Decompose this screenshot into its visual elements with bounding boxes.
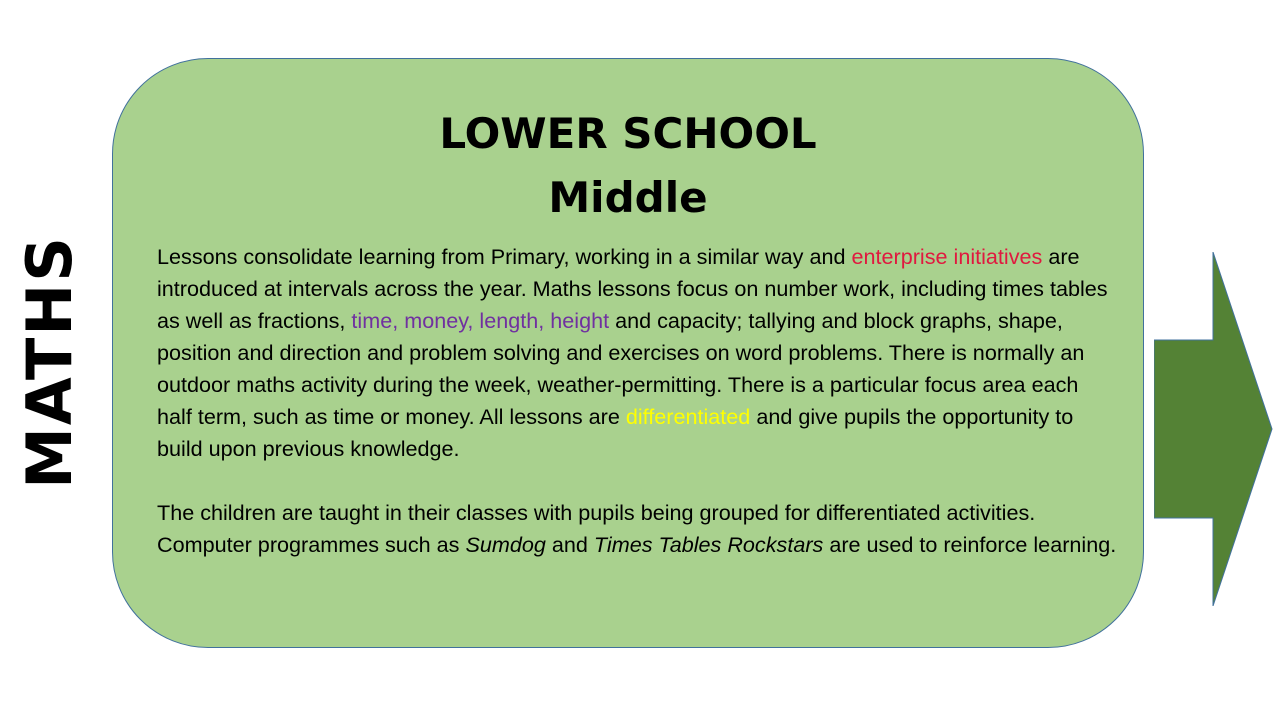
highlight-differentiated: differentiated <box>625 404 751 429</box>
paragraph-1-text-1: Lessons consolidate learning from Primary, working in a similar way and <box>157 244 852 269</box>
right-arrow-icon[interactable] <box>1154 252 1274 606</box>
program-times-tables-rockstars: Times Tables Rockstars <box>593 532 824 557</box>
right-arrow-shape <box>1154 252 1272 606</box>
paragraph-2-text-3: are used to reinforce learning. <box>823 532 1117 557</box>
paragraph-1-text-2: are introduced at intervals across the year. Maths lessons focus on number work, including times tables as well as fractions, <box>157 244 1108 333</box>
paragraph-1-text-4: and give pupils the opportunity to build upon previous knowledge. <box>157 404 1074 461</box>
highlight-measures: time, money, length, height <box>351 308 610 333</box>
paragraph-2-text-1: The children are taught in their classes with pupils being grouped for differentiated activities. Computer programmes such as <box>157 500 1036 557</box>
highlight-enterprise-initiatives: enterprise initiatives <box>851 244 1043 269</box>
paragraph-1 <box>157 241 1117 465</box>
paragraph-2 <box>157 497 1117 561</box>
paragraph-2-text-2: and <box>545 532 594 557</box>
program-sumdog: Sumdog <box>465 532 546 557</box>
subject-label: MATHS <box>13 235 86 489</box>
description-text <box>157 241 1117 561</box>
content-panel <box>112 58 1144 648</box>
page-title: LOWER SCHOOL <box>439 109 817 158</box>
page-subtitle: Middle <box>548 173 708 222</box>
paragraph-1-text-3: and capacity; tallying and block graphs, shape, position and direction and problem solving and exercises on word problems. There is normally an outdoor maths activity during the week, weather-permitting. There is a particular focus area each half term, such as time or money. All lessons are <box>157 308 1085 429</box>
